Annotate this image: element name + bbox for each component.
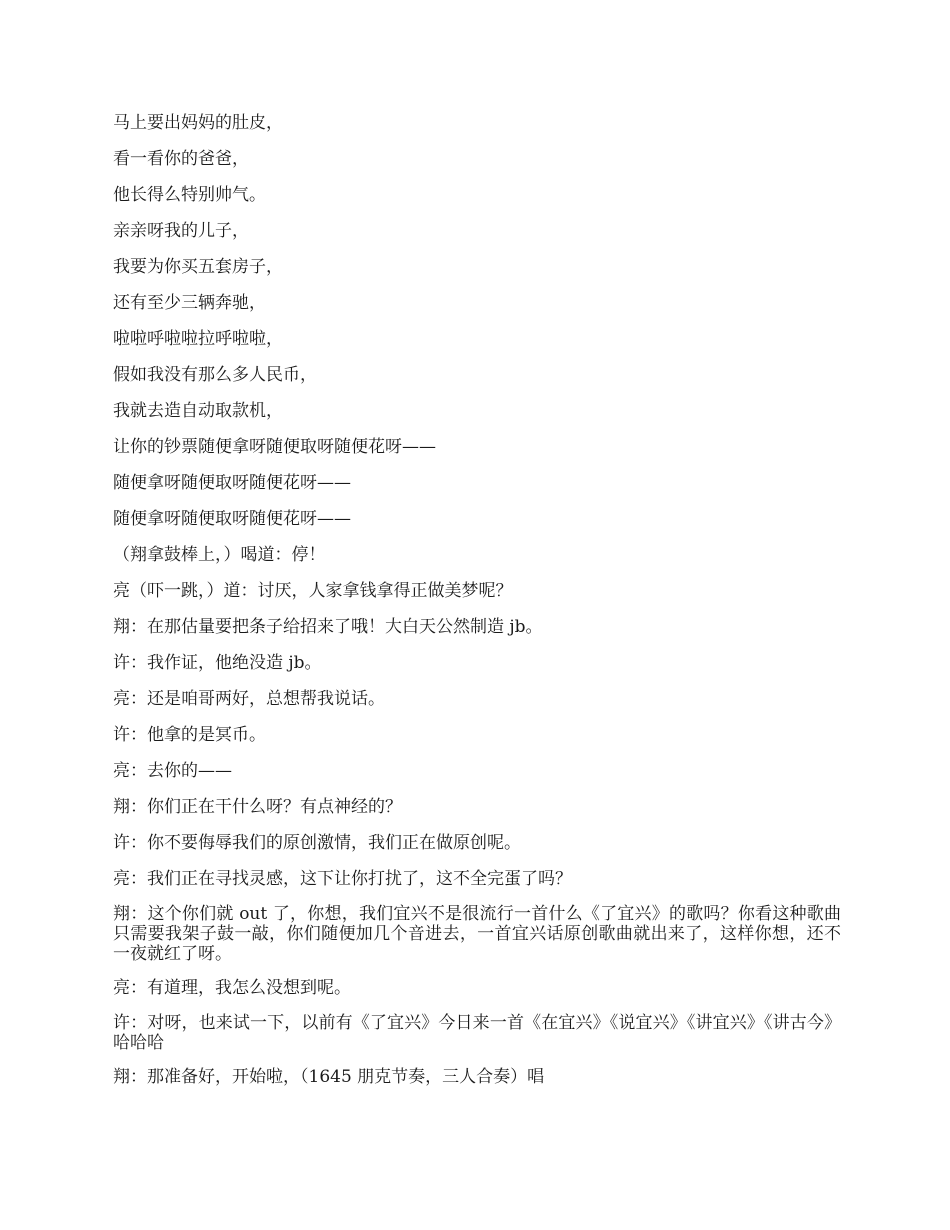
lyric-line: 我要为你买五套房子，	[113, 257, 283, 277]
lyric-line: 让你的钞票随便拿呀随便取呀随便花呀——	[113, 437, 436, 457]
lyric-line: 随便拿呀随便取呀随便花呀——	[113, 509, 351, 529]
lyric-line: 随便拿呀随便取呀随便花呀——	[113, 473, 351, 493]
dialogue-line: 亮：有道理，我怎么没想到呢。	[113, 978, 351, 998]
dialogue-line: 亮：我们正在寻找灵感，这下让你打扰了，这不全完蛋了吗？	[113, 869, 572, 889]
dialogue-line: 许：你不要侮辱我们的原创激情，我们正在做原创呢。	[113, 833, 521, 853]
lyric-line: 马上要出妈妈的肚皮，	[113, 113, 283, 133]
dialogue-line: 许：他拿的是冥币。	[113, 725, 266, 745]
lyric-line: 看一看你的爸爸，	[113, 149, 249, 169]
lyric-line: 啦啦呼啦啦拉呼啦啦，	[113, 329, 283, 349]
stage-direction: （翔拿鼓棒上，）喝道：停！	[113, 545, 326, 565]
dialogue-line: 许：对呀，也来试一下，以前有《了宜兴》今日来一首《在宜兴》《说宜兴》《讲宜兴》《讲古今》哈哈哈	[113, 1013, 841, 1053]
dialogue-line: 亮：去你的——	[113, 761, 232, 781]
lyric-line: 假如我没有那么多人民币，	[113, 365, 317, 385]
dialogue-line: 许：我作证，他绝没造 jb。	[113, 653, 322, 673]
lyric-line: 我就去造自动取款机，	[113, 401, 283, 421]
lyric-line: 他长得么特别帅气。	[113, 185, 266, 205]
dialogue-line: 翔：在那估量要把条子给招来了哦！大白天公然制造 jb。	[113, 617, 543, 637]
lyric-line: 还有至少三辆奔驰，	[113, 293, 266, 313]
dialogue-line: 亮（吓一跳，）道：讨厌，人家拿钱拿得正做美梦呢？	[113, 581, 513, 601]
dialogue-line: 翔：那准备好，开始啦，（1645 朋克节奏，三人合奏）唱	[113, 1067, 545, 1087]
lyric-line: 亲亲呀我的儿子，	[113, 221, 249, 241]
document-page	[113, 112, 841, 1102]
dialogue-line: 翔：这个你们就 out 了，你想，我们宜兴不是很流行一首什么《了宜兴》的歌吗？你看这种歌曲只需要我架子鼓一敲，你们随便加几个音进去，一首宜兴话原创歌曲就出来了，这样你想，还不一夜就红了呀。	[113, 904, 841, 964]
dialogue-line: 亮：还是咱哥两好，总想帮我说话。	[113, 689, 385, 709]
dialogue-line: 翔：你们正在干什么呀？有点神经的？	[113, 797, 402, 817]
